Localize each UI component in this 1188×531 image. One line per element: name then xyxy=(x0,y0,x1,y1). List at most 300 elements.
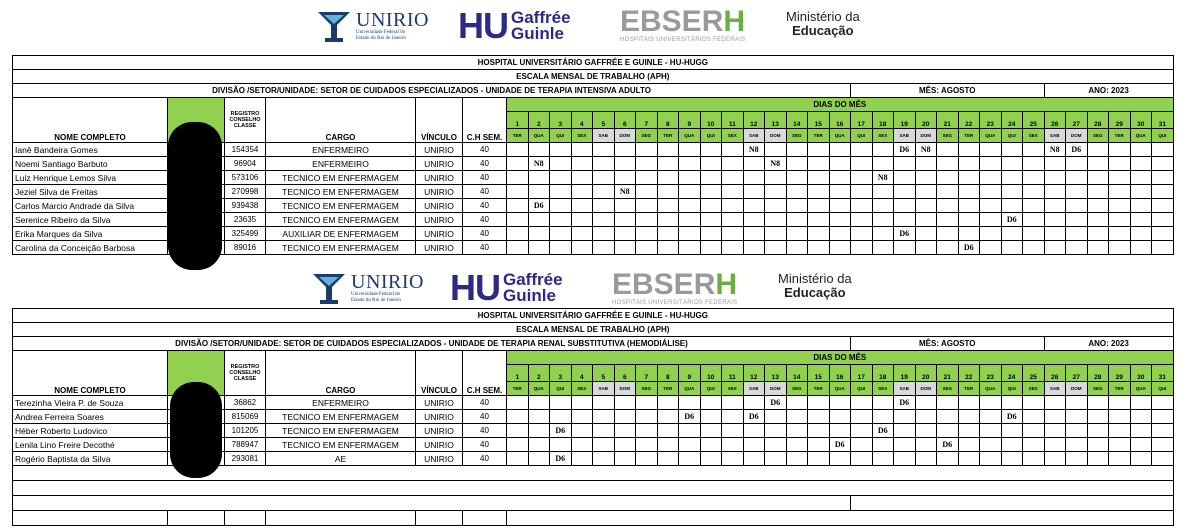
shift-cell xyxy=(1130,143,1152,157)
shift-cell xyxy=(1023,424,1045,438)
shift-cell xyxy=(528,143,550,157)
shift-cell xyxy=(786,396,808,410)
shift-cell xyxy=(786,171,808,185)
weekday-label: SEG xyxy=(636,129,658,143)
employee-name: Lenila Lino Freire Decothé xyxy=(13,438,168,452)
shift-cell xyxy=(679,452,701,466)
shift-cell xyxy=(1109,157,1131,171)
shift-cell xyxy=(937,199,959,213)
shift-cell xyxy=(550,199,572,213)
weekday-label: SEG xyxy=(937,382,959,396)
day-number: 2 xyxy=(528,365,550,382)
weekday-label: SAB xyxy=(1044,382,1066,396)
shift-cell xyxy=(851,213,873,227)
shift-cell xyxy=(915,424,937,438)
vinculo-cell: UNIRIO xyxy=(416,185,463,199)
day-number: 24 xyxy=(1001,112,1023,129)
shift-cell xyxy=(786,199,808,213)
day-number: 3 xyxy=(550,365,572,382)
vinculo-cell: UNIRIO xyxy=(416,171,463,185)
name-header: NOME COMPLETO xyxy=(13,351,168,396)
shift-cell xyxy=(808,438,830,452)
weekday-label: QUA xyxy=(679,129,701,143)
shift-cell xyxy=(894,241,916,255)
day-number: 17 xyxy=(851,365,873,382)
weekday-label: DOM xyxy=(915,129,937,143)
weekday-label: QUI xyxy=(700,382,722,396)
shift-cell xyxy=(657,199,679,213)
shift-cell xyxy=(1001,396,1023,410)
cargo-cell: TECNICO EM ENFERMAGEM xyxy=(266,185,416,199)
registro-cell: 154354 xyxy=(225,143,266,157)
shift-cell xyxy=(937,424,959,438)
shift-cell xyxy=(1109,410,1131,424)
shift-cell xyxy=(786,424,808,438)
registro-cell: 293081 xyxy=(225,452,266,466)
shift-cell xyxy=(1044,438,1066,452)
weekday-label: DOM xyxy=(1066,129,1088,143)
shift-cell xyxy=(1066,424,1088,438)
shift-cell xyxy=(829,157,851,171)
day-number: 15 xyxy=(808,365,830,382)
cargo-cell: ENFERMEIRO xyxy=(266,143,416,157)
employee-name: Carolina da Conceição Barbosa xyxy=(13,241,168,255)
shift-cell xyxy=(872,438,894,452)
shift-cell xyxy=(700,410,722,424)
employee-name: Noemi Santiago Barbuto xyxy=(13,157,168,171)
shift-cell xyxy=(722,424,744,438)
shift-cell xyxy=(958,410,980,424)
shift-cell xyxy=(958,199,980,213)
cargo-cell: TECNICO EM ENFERMAGEM xyxy=(266,199,416,213)
shift-cell xyxy=(1087,241,1109,255)
shift-cell xyxy=(980,143,1002,157)
shift-cell xyxy=(872,143,894,157)
shift-cell xyxy=(614,452,636,466)
vinculo-cell: UNIRIO xyxy=(416,199,463,213)
day-number: 5 xyxy=(593,112,615,129)
shift-cell xyxy=(786,241,808,255)
weekday-label: QUI xyxy=(851,129,873,143)
shift-cell xyxy=(765,143,787,157)
cargo-cell: TECNICO EM ENFERMAGEM xyxy=(266,213,416,227)
shift-cell xyxy=(958,185,980,199)
weekday-label: QUA xyxy=(528,129,550,143)
shift-cell xyxy=(1066,227,1088,241)
shift-cell xyxy=(1001,241,1023,255)
shift-cell xyxy=(657,410,679,424)
shift-cell xyxy=(786,185,808,199)
shift-cell xyxy=(571,452,593,466)
weekday-label: SAB xyxy=(1044,129,1066,143)
weekday-label: SEX xyxy=(1023,129,1045,143)
unirio-logo xyxy=(311,270,424,306)
shift-cell xyxy=(915,410,937,424)
day-number: 18 xyxy=(872,112,894,129)
day-number: 16 xyxy=(829,365,851,382)
shift-cell xyxy=(829,452,851,466)
shift-cell xyxy=(507,157,529,171)
shift-cell xyxy=(1023,143,1045,157)
days-header: DIAS DO MÊS xyxy=(507,351,1174,365)
shift-cell xyxy=(808,410,830,424)
weekday-label: SEX xyxy=(872,382,894,396)
shift-cell xyxy=(528,438,550,452)
shift-cell xyxy=(679,438,701,452)
month-label: MÊS: AGOSTO xyxy=(851,84,1045,98)
shift-cell: D6 xyxy=(958,241,980,255)
weekday-label: SEX xyxy=(722,129,744,143)
shift-cell xyxy=(722,396,744,410)
shift-cell xyxy=(657,171,679,185)
shift-cell xyxy=(679,143,701,157)
shift-cell xyxy=(1087,227,1109,241)
vinculo-cell: UNIRIO xyxy=(416,157,463,171)
shift-cell xyxy=(700,185,722,199)
shift-cell xyxy=(937,396,959,410)
day-number: 20 xyxy=(915,112,937,129)
shift-cell xyxy=(722,241,744,255)
shift-cell xyxy=(679,227,701,241)
shift-cell xyxy=(958,424,980,438)
shift-cell xyxy=(700,227,722,241)
weekday-label: TER xyxy=(958,382,980,396)
shift-cell xyxy=(657,452,679,466)
shift-cell xyxy=(765,410,787,424)
shift-cell xyxy=(1023,227,1045,241)
shift-cell xyxy=(1130,213,1152,227)
weekday-label: DOM xyxy=(765,382,787,396)
day-number: 6 xyxy=(614,112,636,129)
shift-cell xyxy=(786,157,808,171)
shift-cell xyxy=(1109,241,1131,255)
shift-cell xyxy=(636,199,658,213)
shift-cell xyxy=(550,438,572,452)
shift-cell xyxy=(894,452,916,466)
shift-cell xyxy=(829,227,851,241)
shift-cell xyxy=(851,241,873,255)
shift-cell xyxy=(700,171,722,185)
shift-cell xyxy=(507,424,529,438)
year-label: ANO: 2023 xyxy=(1044,84,1173,98)
shift-cell xyxy=(1152,143,1174,157)
day-number: 23 xyxy=(980,365,1002,382)
shift-cell xyxy=(872,199,894,213)
shift-cell xyxy=(571,241,593,255)
shift-cell xyxy=(636,410,658,424)
shift-cell xyxy=(980,438,1002,452)
shift-cell xyxy=(679,424,701,438)
day-number: 4 xyxy=(571,365,593,382)
employee-name: Terezinha Vieira P. de Souza xyxy=(13,396,168,410)
logo-bar xyxy=(0,2,1188,52)
shift-cell xyxy=(636,213,658,227)
unirio-emblem-icon xyxy=(316,8,352,44)
shift-cell xyxy=(743,227,765,241)
weekday-label: TER xyxy=(657,129,679,143)
ch-cell: 40 xyxy=(463,199,507,213)
shift-cell xyxy=(614,157,636,171)
shift-cell xyxy=(937,227,959,241)
shift-cell: D6 xyxy=(550,424,572,438)
shift-cell xyxy=(1152,171,1174,185)
shift-cell xyxy=(1044,396,1066,410)
shift-cell xyxy=(1109,171,1131,185)
title-row xyxy=(13,56,1174,70)
shift-cell xyxy=(507,396,529,410)
shift-cell xyxy=(915,213,937,227)
weekday-label: QUA xyxy=(1130,382,1152,396)
shift-cell xyxy=(765,185,787,199)
day-number: 13 xyxy=(765,365,787,382)
day-number: 8 xyxy=(657,365,679,382)
division-row xyxy=(13,337,1174,351)
day-number: 2 xyxy=(528,112,550,129)
empty-cell xyxy=(13,511,168,526)
shift-cell xyxy=(1023,185,1045,199)
ch-header: C.H SEM. xyxy=(463,98,507,143)
weekday-label: QUI xyxy=(550,382,572,396)
day-number: 5 xyxy=(593,365,615,382)
ebserh-h: H xyxy=(715,268,738,301)
shift-cell xyxy=(743,424,765,438)
title-row xyxy=(13,309,1174,323)
weekday-label: DOM xyxy=(765,129,787,143)
shift-cell xyxy=(958,171,980,185)
shift-cell xyxy=(528,171,550,185)
shift-cell xyxy=(636,396,658,410)
shift-cell xyxy=(593,199,615,213)
shift-cell xyxy=(507,213,529,227)
shift-cell xyxy=(1130,410,1152,424)
shift-cell xyxy=(915,171,937,185)
shift-cell xyxy=(507,199,529,213)
shift-cell xyxy=(1087,438,1109,452)
shift-cell: D6 xyxy=(1001,410,1023,424)
shift-cell xyxy=(1087,452,1109,466)
shift-cell xyxy=(679,396,701,410)
vinculo-cell: UNIRIO xyxy=(416,143,463,157)
shift-cell xyxy=(700,396,722,410)
day-number: 30 xyxy=(1130,112,1152,129)
shift-cell xyxy=(980,227,1002,241)
days-header: DIAS DO MÊS xyxy=(507,98,1174,112)
day-number: 6 xyxy=(614,365,636,382)
registro-cell: 788947 xyxy=(225,438,266,452)
day-number: 15 xyxy=(808,112,830,129)
shift-cell xyxy=(1023,171,1045,185)
header-row xyxy=(13,98,1174,112)
weekday-label: SEG xyxy=(1087,382,1109,396)
title-row xyxy=(13,323,1174,337)
shift-cell xyxy=(614,438,636,452)
shift-cell: D6 xyxy=(1066,143,1088,157)
weekday-label: TER xyxy=(808,129,830,143)
shift-cell xyxy=(872,241,894,255)
registro-cell: 36862 xyxy=(225,396,266,410)
shift-cell xyxy=(550,241,572,255)
day-number: 25 xyxy=(1023,365,1045,382)
day-number: 22 xyxy=(958,365,980,382)
weekday-label: SEG xyxy=(937,129,959,143)
shift-cell xyxy=(550,157,572,171)
shift-cell xyxy=(679,185,701,199)
shift-cell xyxy=(1023,452,1045,466)
shift-cell xyxy=(743,213,765,227)
shift-cell: D6 xyxy=(894,143,916,157)
shift-cell xyxy=(851,199,873,213)
day-number: 7 xyxy=(636,365,658,382)
shift-cell xyxy=(507,171,529,185)
shift-cell xyxy=(614,241,636,255)
hospital-title: HOSPITAL UNIVERSITÁRIO GAFFRÉE E GUINLE - HU-HUGG xyxy=(13,309,1174,323)
cargo-header: CARGO xyxy=(266,351,416,396)
cargo-cell: ENFERMEIRO xyxy=(266,157,416,171)
shift-cell xyxy=(851,424,873,438)
shift-cell xyxy=(1130,241,1152,255)
weekday-label: DOM xyxy=(1066,382,1088,396)
shift-cell xyxy=(765,199,787,213)
shift-cell: N8 xyxy=(765,157,787,171)
registro-header: REGISTRO CONSELHO CLASSE xyxy=(225,351,266,396)
shift-cell xyxy=(614,424,636,438)
shift-cell xyxy=(593,157,615,171)
shift-cell: D6 xyxy=(765,396,787,410)
shift-cell xyxy=(808,396,830,410)
shift-cell xyxy=(700,438,722,452)
shift-cell xyxy=(808,227,830,241)
shift-cell xyxy=(1087,396,1109,410)
weekday-label: QUA xyxy=(980,129,1002,143)
shift-cell xyxy=(571,157,593,171)
day-number: 11 xyxy=(722,112,744,129)
shift-cell xyxy=(528,452,550,466)
day-number: 27 xyxy=(1066,112,1088,129)
ch-header: C.H SEM. xyxy=(463,351,507,396)
shift-cell xyxy=(743,199,765,213)
shift-cell xyxy=(1087,199,1109,213)
employee-name: Rogério Baptista da Silva xyxy=(13,452,168,466)
shift-cell xyxy=(743,157,765,171)
ch-cell: 40 xyxy=(463,396,507,410)
shift-cell xyxy=(1130,199,1152,213)
shift-cell xyxy=(1087,424,1109,438)
shift-cell xyxy=(657,241,679,255)
shift-cell xyxy=(958,227,980,241)
shift-cell xyxy=(851,157,873,171)
shift-cell xyxy=(528,396,550,410)
shift-cell xyxy=(1044,185,1066,199)
shift-cell xyxy=(1001,157,1023,171)
registro-cell: 270998 xyxy=(225,185,266,199)
weekday-label: TER xyxy=(1109,382,1131,396)
shift-cell xyxy=(829,143,851,157)
shift-cell xyxy=(1109,396,1131,410)
division-label: DIVISÃO /SETOR/UNIDADE: SETOR DE CUIDADOS ESPECIALIZADOS - UNIDADE DE TERAPIA RENAL SUBSTITUTIVA (HEMODIÁLISE) xyxy=(13,337,851,351)
shift-cell xyxy=(851,227,873,241)
day-number: 3 xyxy=(550,112,572,129)
vinculo-cell: UNIRIO xyxy=(416,438,463,452)
shift-cell xyxy=(593,452,615,466)
shift-cell xyxy=(722,171,744,185)
vinculo-cell: UNIRIO xyxy=(416,396,463,410)
shift-cell xyxy=(1130,396,1152,410)
shift-cell xyxy=(829,171,851,185)
month-label: MÊS: AGOSTO xyxy=(851,337,1045,351)
shift-cell xyxy=(829,424,851,438)
shift-cell xyxy=(1044,213,1066,227)
cargo-cell: TECNICO EM ENFERMAGEM xyxy=(266,438,416,452)
registro-cell: 939438 xyxy=(225,199,266,213)
shift-cell xyxy=(636,157,658,171)
shift-cell xyxy=(700,143,722,157)
weekday-label: SEX xyxy=(872,129,894,143)
empty-cell xyxy=(225,511,266,526)
redacted-area xyxy=(170,382,222,478)
shift-cell xyxy=(1152,227,1174,241)
shift-cell xyxy=(872,213,894,227)
vinculo-cell: UNIRIO xyxy=(416,410,463,424)
shift-cell xyxy=(571,438,593,452)
shift-cell xyxy=(593,424,615,438)
shift-cell xyxy=(851,452,873,466)
weekday-label: DOM xyxy=(614,382,636,396)
shift-cell: D6 xyxy=(894,227,916,241)
weekday-label: TER xyxy=(958,129,980,143)
shift-cell xyxy=(1066,185,1088,199)
shift-cell xyxy=(507,185,529,199)
shift-cell xyxy=(829,241,851,255)
day-number: 24 xyxy=(1001,365,1023,382)
shift-cell xyxy=(937,452,959,466)
day-number: 20 xyxy=(915,365,937,382)
shift-cell xyxy=(636,171,658,185)
ch-cell: 40 xyxy=(463,438,507,452)
shift-cell xyxy=(528,424,550,438)
employee-name: Carlos Marcio Andrade da Silva xyxy=(13,199,168,213)
shift-cell xyxy=(722,199,744,213)
shift-cell xyxy=(1130,424,1152,438)
shift-cell xyxy=(614,143,636,157)
empty-cell xyxy=(851,496,1174,511)
shift-cell xyxy=(722,185,744,199)
shift-cell xyxy=(1044,171,1066,185)
shift-cell xyxy=(722,227,744,241)
weekday-label: DOM xyxy=(614,129,636,143)
hu-logo-line2: Guinle xyxy=(503,286,556,305)
shift-cell xyxy=(937,185,959,199)
weekday-label: TER xyxy=(808,382,830,396)
shift-cell: N8 xyxy=(614,185,636,199)
weekday-label: QUI xyxy=(1152,129,1174,143)
mec-line2: Educação xyxy=(792,23,854,38)
shift-cell xyxy=(743,438,765,452)
shift-cell xyxy=(550,213,572,227)
weekday-label: SAB xyxy=(743,382,765,396)
escala-title: ESCALA MENSAL DE TRABALHO (APH) xyxy=(13,70,1174,84)
shift-cell xyxy=(614,227,636,241)
shift-cell xyxy=(1087,410,1109,424)
ch-cell: 40 xyxy=(463,171,507,185)
employee-name: Serenice Ribeiro da Silva xyxy=(13,213,168,227)
shift-cell xyxy=(851,185,873,199)
cargo-cell: TECNICO EM ENFERMAGEM xyxy=(266,241,416,255)
shift-cell xyxy=(894,157,916,171)
unirio-subtitle-2: Estado do Rio de Janeiro xyxy=(356,36,406,41)
day-number: 12 xyxy=(743,365,765,382)
day-number: 10 xyxy=(700,365,722,382)
empty-cell xyxy=(13,496,851,511)
